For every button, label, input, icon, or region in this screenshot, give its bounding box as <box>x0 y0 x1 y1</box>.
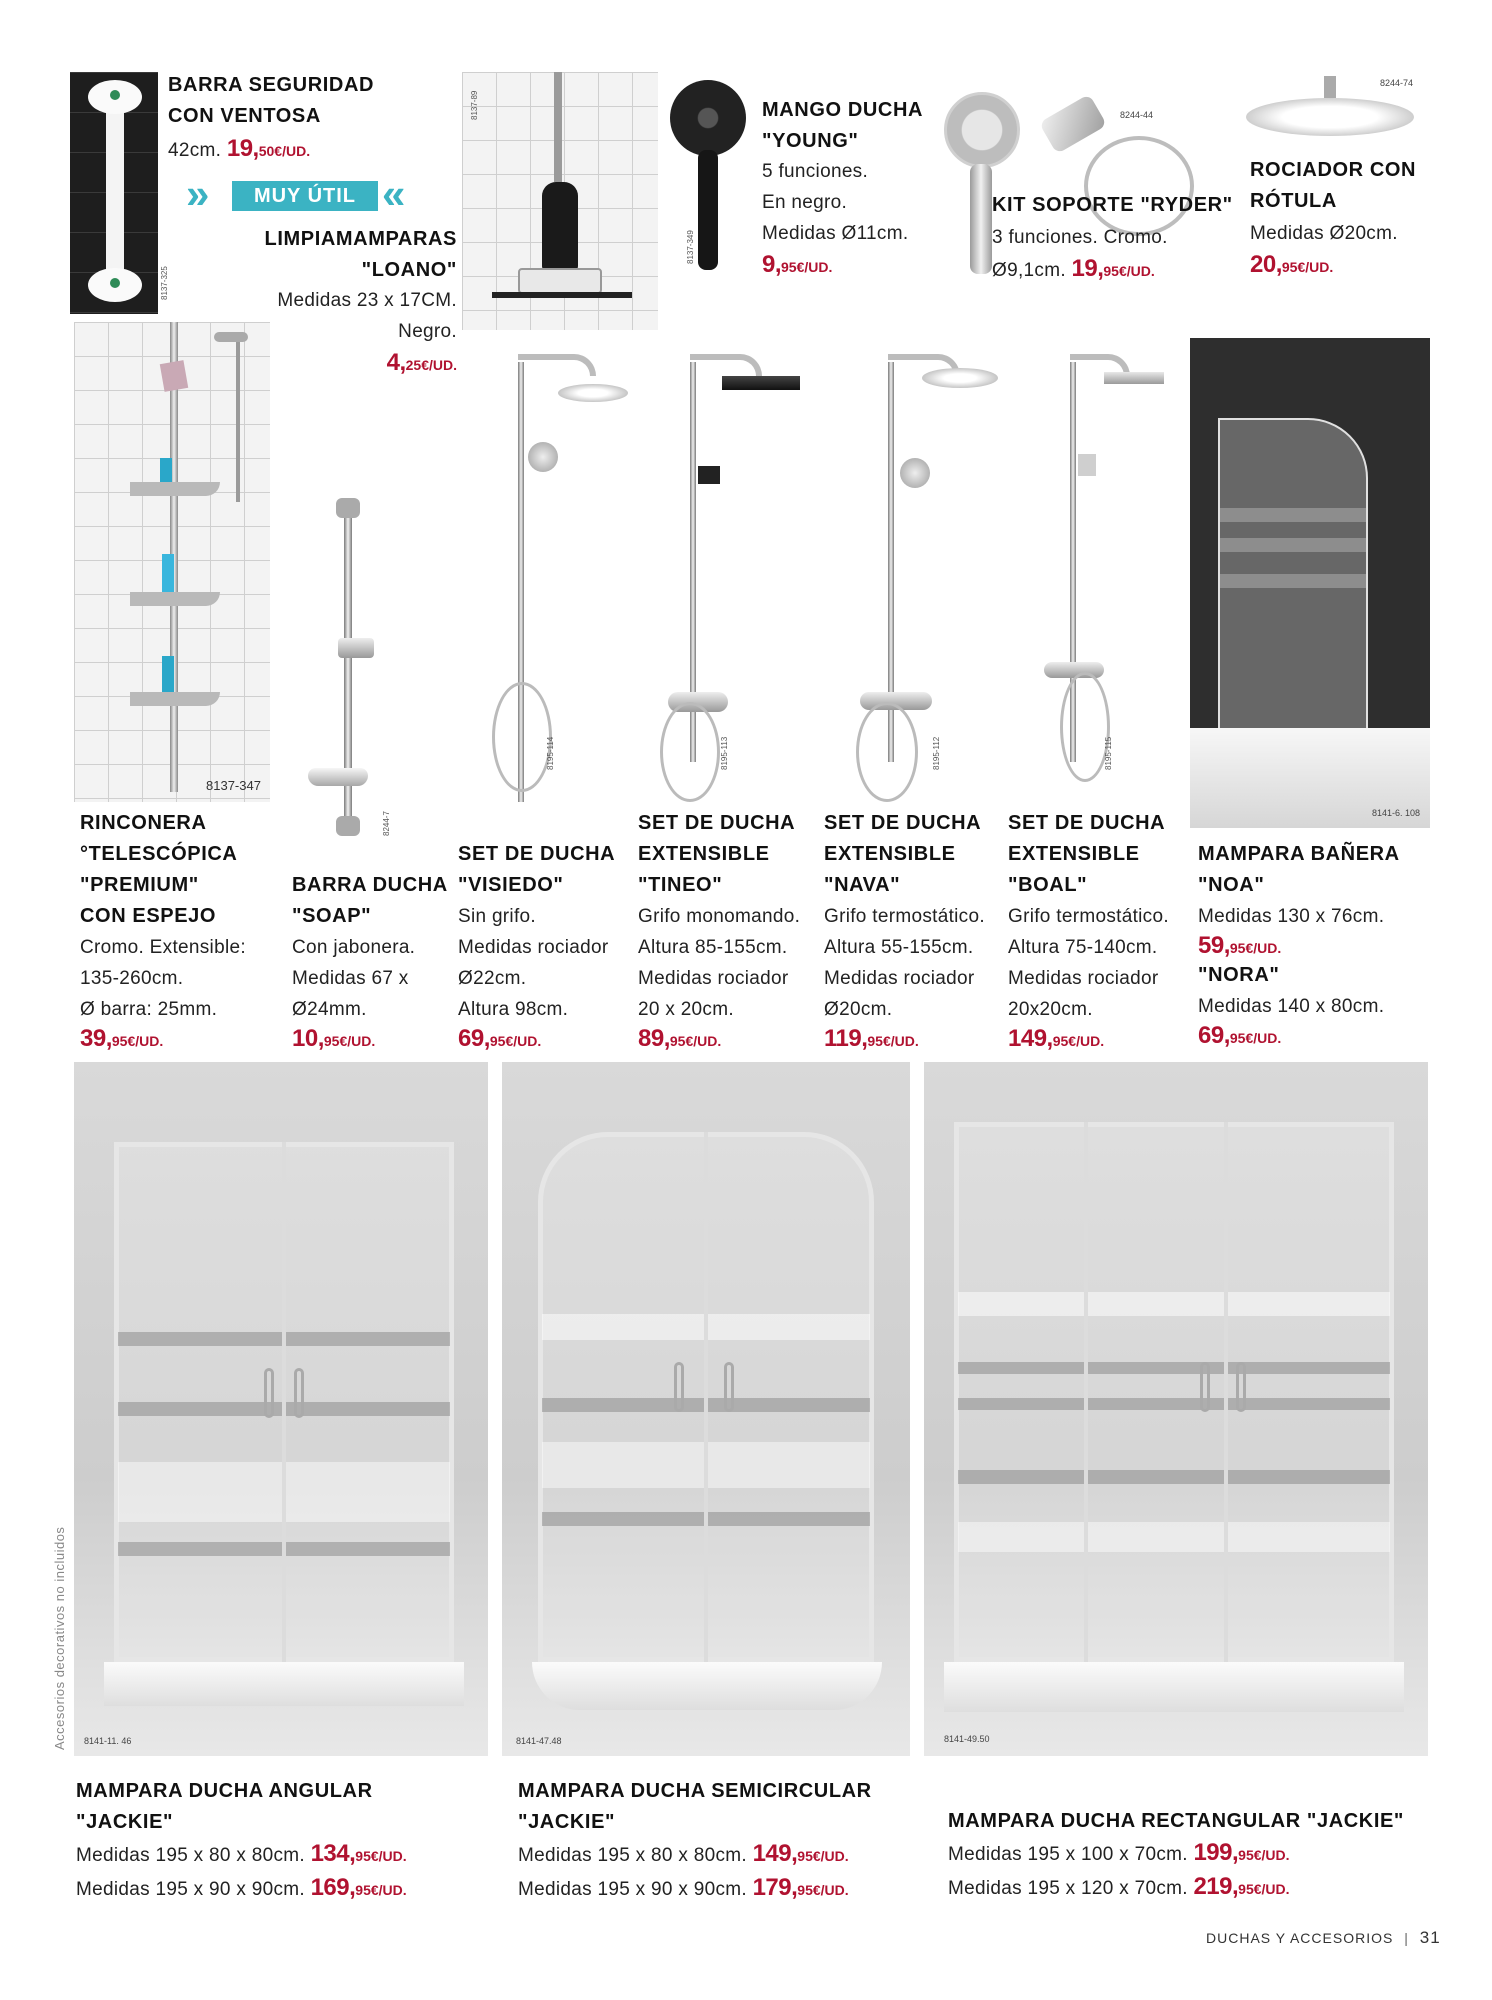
price <box>311 1840 407 1867</box>
desc: Altura 85-155cm. <box>638 937 788 958</box>
desc: Ø barra: 25mm. <box>80 999 218 1020</box>
product-code: 8141-6. 108 <box>1372 808 1421 818</box>
product-desc <box>992 222 1168 287</box>
price-dec: 95€/UD. <box>797 1882 849 1898</box>
price-row <box>518 1838 872 1872</box>
price <box>762 249 908 283</box>
desc: Medidas 195 x 120 x 70cm. <box>948 1878 1188 1899</box>
desc: En negro. <box>762 192 848 213</box>
title-line: ROCIADOR CON <box>1250 159 1417 181</box>
title-line: LIMPIAMAMPARAS <box>264 228 457 250</box>
desc: Medidas 195 x 90 x 90cm. <box>76 1879 305 1900</box>
title-line: RINCONERA <box>80 812 207 834</box>
product-code: 8195-115 <box>1104 736 1113 770</box>
product-desc <box>168 133 310 167</box>
desc: Con jabonera. <box>292 937 416 958</box>
desc: Medidas 195 x 100 x 70cm. <box>948 1844 1188 1865</box>
angular-info <box>76 1776 407 1906</box>
semicircular-info <box>518 1776 872 1906</box>
product-title <box>1250 155 1416 217</box>
price-dec: 95€/UD. <box>781 259 833 275</box>
title-line: °TELESCÓPICA <box>80 843 238 865</box>
barra-ducha-photo <box>308 498 388 838</box>
title-line: MAMPARA DUCHA SEMICIRCULAR <box>518 1780 872 1802</box>
title-line: MANGO DUCHA <box>762 99 924 121</box>
desc: Medidas Ø11cm. <box>762 223 909 244</box>
price-int: 149, <box>1008 1025 1053 1052</box>
title-line: "NORA" <box>1198 964 1280 986</box>
desc: Altura 55-155cm. <box>824 937 974 958</box>
mango-ducha-photo <box>670 80 746 276</box>
price-int: 69, <box>1198 1022 1230 1049</box>
desc: Ø20cm. <box>824 999 893 1020</box>
product-code: 8137-325 <box>160 266 169 300</box>
price <box>1193 1873 1289 1900</box>
desc: Grifo termostático. <box>1008 906 1169 927</box>
title-line: "BOAL" <box>1008 874 1088 896</box>
barra-seguridad-photo <box>70 72 158 314</box>
product-code: 8141-11. 46 <box>84 1736 132 1746</box>
product-code: 8244-44 <box>1120 110 1154 120</box>
product-code: 8141-47.48 <box>516 1736 562 1746</box>
price-int: 9, <box>762 251 782 278</box>
title-line: EXTENSIBLE <box>824 843 956 865</box>
product-code: 8137-349 <box>686 230 695 264</box>
title-line: EXTENSIBLE <box>638 843 770 865</box>
footer <box>1206 1928 1441 1948</box>
title-line: MAMPARA BAÑERA <box>1198 843 1400 865</box>
desc: 5 funciones. <box>762 161 869 182</box>
product-code: 8195-114 <box>546 736 555 770</box>
limpiamamparas-photo <box>462 72 658 330</box>
product-title <box>168 70 374 132</box>
desc: Medidas 67 x <box>292 968 409 989</box>
price <box>227 135 310 162</box>
desc: 20 x 20cm. <box>638 999 734 1020</box>
price-dec: 95€/UD. <box>669 1033 722 1049</box>
price-row <box>76 1838 407 1872</box>
desc: Medidas rociador <box>458 937 609 958</box>
desc: Sin grifo. <box>458 906 536 927</box>
title-line: "JACKIE" <box>518 1811 616 1833</box>
price-int: 149, <box>752 1840 798 1867</box>
desc: Medidas rociador <box>824 968 975 989</box>
desc: Altura 75-140cm. <box>1008 937 1158 958</box>
mampara-rectangular-photo <box>924 1062 1428 1756</box>
price-dec: 95€/UD. <box>1238 1881 1290 1897</box>
boal-info <box>1008 808 1169 1053</box>
price-dec: 95€/UD. <box>1103 263 1155 279</box>
price-row <box>76 1872 407 1906</box>
price-dec: 95€/UD. <box>355 1848 407 1864</box>
desc: Ø24mm. <box>292 999 367 1020</box>
desc: Grifo termostático. <box>824 906 985 927</box>
price-int: 69, <box>458 1025 490 1052</box>
desc: Medidas 195 x 80 x 80cm. <box>518 1845 747 1866</box>
price <box>1072 255 1155 282</box>
price-dec: 95€/UD. <box>1281 259 1334 275</box>
product-desc <box>240 285 457 381</box>
desc: Grifo monomando. <box>638 906 801 927</box>
mampara-angular-photo <box>74 1062 488 1756</box>
desc: 135-260cm. <box>80 968 184 989</box>
desc: 3 funciones. Cromo. <box>992 227 1168 248</box>
desc: Negro. <box>398 321 457 342</box>
price-dec: 50€/UD. <box>258 143 311 159</box>
price <box>824 1025 985 1053</box>
product-title: KIT SOPORTE "RYDER" <box>992 194 1233 216</box>
price-row <box>518 1872 872 1906</box>
desc: Ø22cm. <box>458 968 527 989</box>
tineo-info <box>638 808 800 1053</box>
page-number: 31 <box>1419 1928 1441 1947</box>
price-dec: 95€/UD. <box>1052 1033 1105 1049</box>
price-row <box>948 1837 1404 1871</box>
chevron-left-icon: « <box>382 170 406 217</box>
product-desc <box>1250 218 1398 283</box>
price-int: 89, <box>638 1025 670 1052</box>
price <box>311 1874 407 1901</box>
barra-ducha-info <box>292 870 448 1053</box>
footer-divider: | <box>1404 1930 1409 1946</box>
price <box>1250 249 1398 283</box>
title-line: "SOAP" <box>292 905 372 927</box>
nava-photo <box>848 342 998 812</box>
product-code: 8244-74 <box>1380 78 1414 88</box>
title-line: RÓTULA <box>1250 190 1337 212</box>
price-int: 119, <box>824 1025 868 1052</box>
title-line: "JACKIE" <box>76 1811 174 1833</box>
price-int: 219, <box>1193 1873 1239 1900</box>
desc: Medidas rociador <box>638 968 789 989</box>
mampara-banera-photo <box>1190 338 1430 828</box>
desc: Medidas 195 x 80 x 80cm. <box>76 1845 305 1866</box>
price <box>458 1025 615 1053</box>
product-code: 8137-347 <box>206 778 261 793</box>
price <box>1193 1839 1289 1866</box>
rectangular-info <box>948 1806 1404 1905</box>
desc: Medidas Ø20cm. <box>1250 223 1398 244</box>
product-code: 8244-7 <box>382 811 391 836</box>
product-code: 8195-112 <box>932 736 941 770</box>
rinconera-info <box>80 808 246 1053</box>
title-line: BARRA SEGURIDAD <box>168 74 375 96</box>
price-int: 179, <box>752 1874 798 1901</box>
visiedo-info <box>458 839 615 1053</box>
title-line: SET DE DUCHA <box>458 843 616 865</box>
price-dec: 95€/UD. <box>111 1033 164 1049</box>
price <box>753 1874 849 1901</box>
title-line: SET DE DUCHA <box>638 812 796 834</box>
desc: 42cm. <box>168 140 222 161</box>
price-row <box>948 1871 1404 1905</box>
title-line: BARRA DUCHA <box>292 874 448 896</box>
price-dec: 95€/UD. <box>867 1033 919 1049</box>
price <box>240 347 457 381</box>
price-int: 10, <box>292 1025 324 1052</box>
title-line: "LOANO" <box>361 259 457 281</box>
title-line: SET DE DUCHA <box>824 812 982 834</box>
nava-info <box>824 808 985 1053</box>
price <box>80 1025 246 1053</box>
title-line: MAMPARA DUCHA RECTANGULAR "JACKIE" <box>948 1810 1405 1832</box>
title-line: "TINEO" <box>638 874 723 896</box>
price-dec: 25€/UD. <box>405 357 457 373</box>
title-line: "VISIEDO" <box>458 874 564 896</box>
footer-section: DUCHAS Y ACCESORIOS <box>1206 1930 1394 1946</box>
price <box>753 1840 849 1867</box>
price-int: 20, <box>1250 251 1282 278</box>
title-line: "PREMIUM" <box>80 874 199 896</box>
title-line: CON VENTOSA <box>168 105 321 127</box>
price <box>292 1025 448 1053</box>
mampara-semicircular-photo <box>502 1062 910 1756</box>
price-dec: 95€/UD. <box>355 1882 407 1898</box>
price-int: 59, <box>1198 932 1230 959</box>
price <box>638 1025 800 1053</box>
price-int: 4, <box>386 349 406 376</box>
title-line: MAMPARA DUCHA ANGULAR <box>76 1780 373 1802</box>
title-line: EXTENSIBLE <box>1008 843 1140 865</box>
title-line: "NAVA" <box>824 874 901 896</box>
price-int: 134, <box>310 1840 356 1867</box>
price-dec: 95€/UD. <box>323 1033 376 1049</box>
price-dec: 95€/UD. <box>1229 1030 1282 1046</box>
desc: Medidas 195 x 90 x 90cm. <box>518 1879 747 1900</box>
side-note: Accesorios decorativos no incluidos <box>52 1526 67 1750</box>
product-desc <box>762 156 908 283</box>
desc: Medidas rociador <box>1008 968 1159 989</box>
desc: Medidas 23 x 17CM. <box>277 290 457 311</box>
product-code: 8141-49.50 <box>944 1734 990 1744</box>
price-int: 199, <box>1193 1839 1239 1866</box>
chevron-right-icon: » <box>186 170 210 217</box>
price <box>1198 1022 1400 1050</box>
desc: Cromo. Extensible: <box>80 937 246 958</box>
price-int: 169, <box>310 1874 356 1901</box>
title-line: "YOUNG" <box>762 130 859 152</box>
product-code: 8195-113 <box>720 736 729 770</box>
desc: Ø9,1cm. <box>992 260 1066 281</box>
title-line: SET DE DUCHA <box>1008 812 1166 834</box>
muy-util-badge: MUY ÚTIL <box>232 181 378 211</box>
product-title <box>240 224 457 286</box>
product-code: 8137-89 <box>470 90 479 120</box>
title-line: "NOA" <box>1198 874 1265 896</box>
title-line: CON ESPEJO <box>80 905 217 927</box>
price-int: 39, <box>80 1025 112 1052</box>
price-int: 19, <box>226 135 259 162</box>
price-int: 19, <box>1071 255 1104 282</box>
rinconera-photo <box>74 322 270 802</box>
price-dec: 95€/UD. <box>1229 940 1282 956</box>
price-dec: 95€/UD. <box>1238 1847 1290 1863</box>
mampara-banera-info <box>1198 839 1400 1050</box>
product-title <box>762 95 923 157</box>
desc: 20x20cm. <box>1008 999 1093 1020</box>
price-dec: 95€/UD. <box>489 1033 542 1049</box>
price <box>1198 932 1400 960</box>
desc: Medidas 130 x 76cm. <box>1198 906 1385 927</box>
price <box>1008 1025 1169 1053</box>
desc: Medidas 140 x 80cm. <box>1198 996 1385 1017</box>
price-dec: 95€/UD. <box>797 1848 849 1864</box>
desc: Altura 98cm. <box>458 999 569 1020</box>
